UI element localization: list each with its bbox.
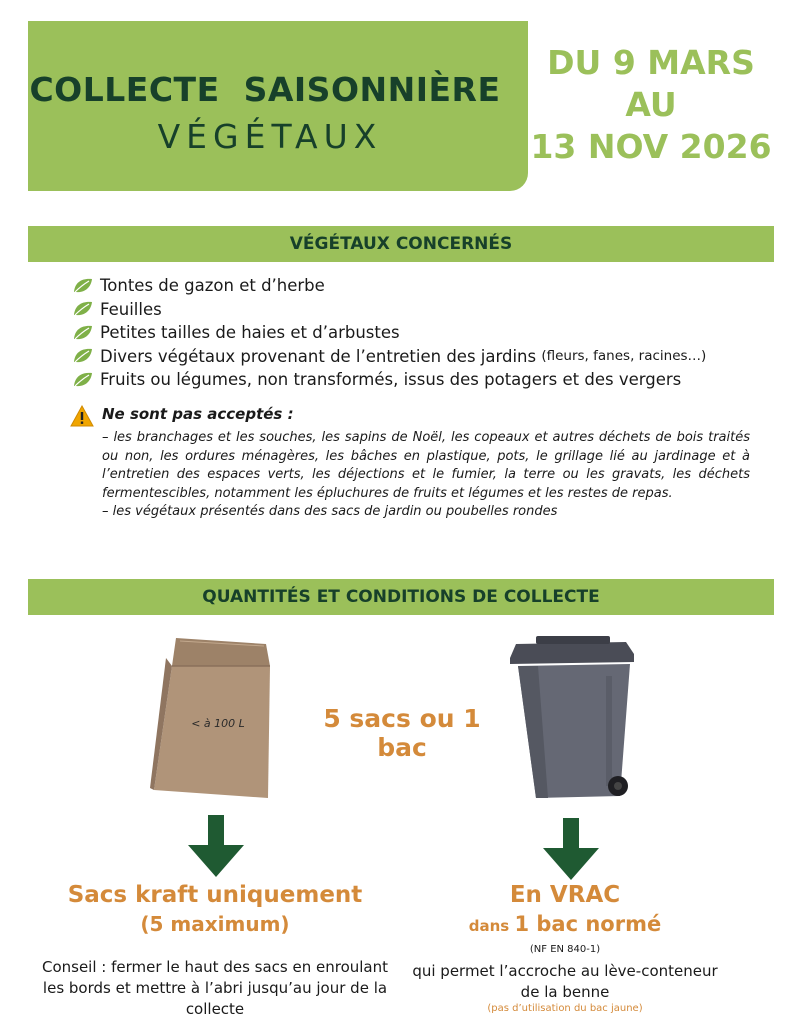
arrow-down-icon	[541, 818, 601, 880]
bulk-subtitle	[430, 912, 700, 936]
list-item	[72, 274, 706, 298]
refused-text	[102, 429, 750, 522]
list-item-text: Tontes de gazon et d’herbe	[100, 276, 325, 296]
kraft-bag-illustration	[146, 638, 276, 804]
accepted-list	[72, 274, 706, 392]
leaf-icon	[72, 277, 94, 295]
kraft-bags-title: Sacs kraft uniquement	[67, 882, 363, 908]
leaf-icon	[72, 324, 94, 342]
quantity-label: 5 sacs ou 1 bac	[323, 704, 481, 762]
list-item-text: Feuilles	[100, 299, 162, 319]
kraft-bags-limit: (5 maximum)	[140, 912, 290, 936]
date-start: DU 9 MARS	[547, 43, 755, 82]
list-item-note: (fleurs, fanes, racines…)	[541, 348, 707, 365]
bulk-subtitle-main: 1 bac normé	[514, 912, 662, 936]
page-subtitle: VÉGÉTAUX	[157, 117, 383, 156]
leaf-icon	[72, 300, 94, 318]
bag-capacity-label: < à 100 L	[191, 717, 245, 730]
list-item-text: Fruits ou légumes, non transformés, issus des potagers et des vergers	[100, 370, 682, 390]
section-heading-conditions: QUANTITÉS ET CONDITIONS DE COLLECTE	[28, 579, 774, 615]
list-item	[72, 321, 706, 345]
arrow-down-icon	[186, 815, 246, 877]
bulk-subtitle-prefix: dans	[468, 917, 515, 935]
collection-dates	[528, 42, 774, 168]
date-separator: AU	[625, 85, 677, 124]
list-item	[72, 345, 706, 369]
page-title: COLLECTE SAISONNIÈRE	[29, 70, 501, 109]
list-item-text: Petites tailles de haies et d’arbustes	[100, 323, 400, 343]
refused-line: – les végétaux présentés dans des sacs de jardin ou poubelles rondes	[102, 504, 558, 519]
date-end: 13 NOV 2026	[530, 127, 772, 166]
leaf-icon	[72, 371, 94, 389]
bin-standard: (NF EN 840-1)	[529, 944, 601, 955]
refused-line: – les branchages et les souches, les sapins de Noël, les copeaux et autres déchets de bois traités ou non, les ordures ménagères, les bâches en plastique, pots, le grillage lié au jardinage et à l’entretien des espaces verts, les déjections et le fumier, la terre ou les gravats, les déchets fermentescibles, notamment les épluchures de fruits et légumes et les restes de repas.	[102, 430, 750, 501]
list-item-text: Divers végétaux provenant de l’entretien des jardins	[100, 346, 542, 366]
yellow-bin-notice: (pas d’utilisation du bac jaune)	[487, 1003, 643, 1014]
section-heading-accepted: VÉGÉTAUX CONCERNÉS	[28, 226, 774, 262]
bulk-title: En VRAC	[509, 882, 621, 908]
bin-description: qui permet l’accroche au lève-conteneur de la benne	[412, 962, 718, 1001]
warning-icon	[70, 405, 94, 427]
list-item	[72, 298, 706, 322]
kraft-bags-advice: Conseil : fermer le haut des sacs en enroulant les bords et mettre à l’abri jusqu’au jour de la collecte	[41, 958, 388, 1018]
list-item	[72, 368, 706, 392]
refused-title: Ne sont pas acceptés :	[102, 405, 294, 423]
wheelie-bin-illustration	[508, 636, 640, 810]
leaf-icon	[72, 347, 94, 365]
